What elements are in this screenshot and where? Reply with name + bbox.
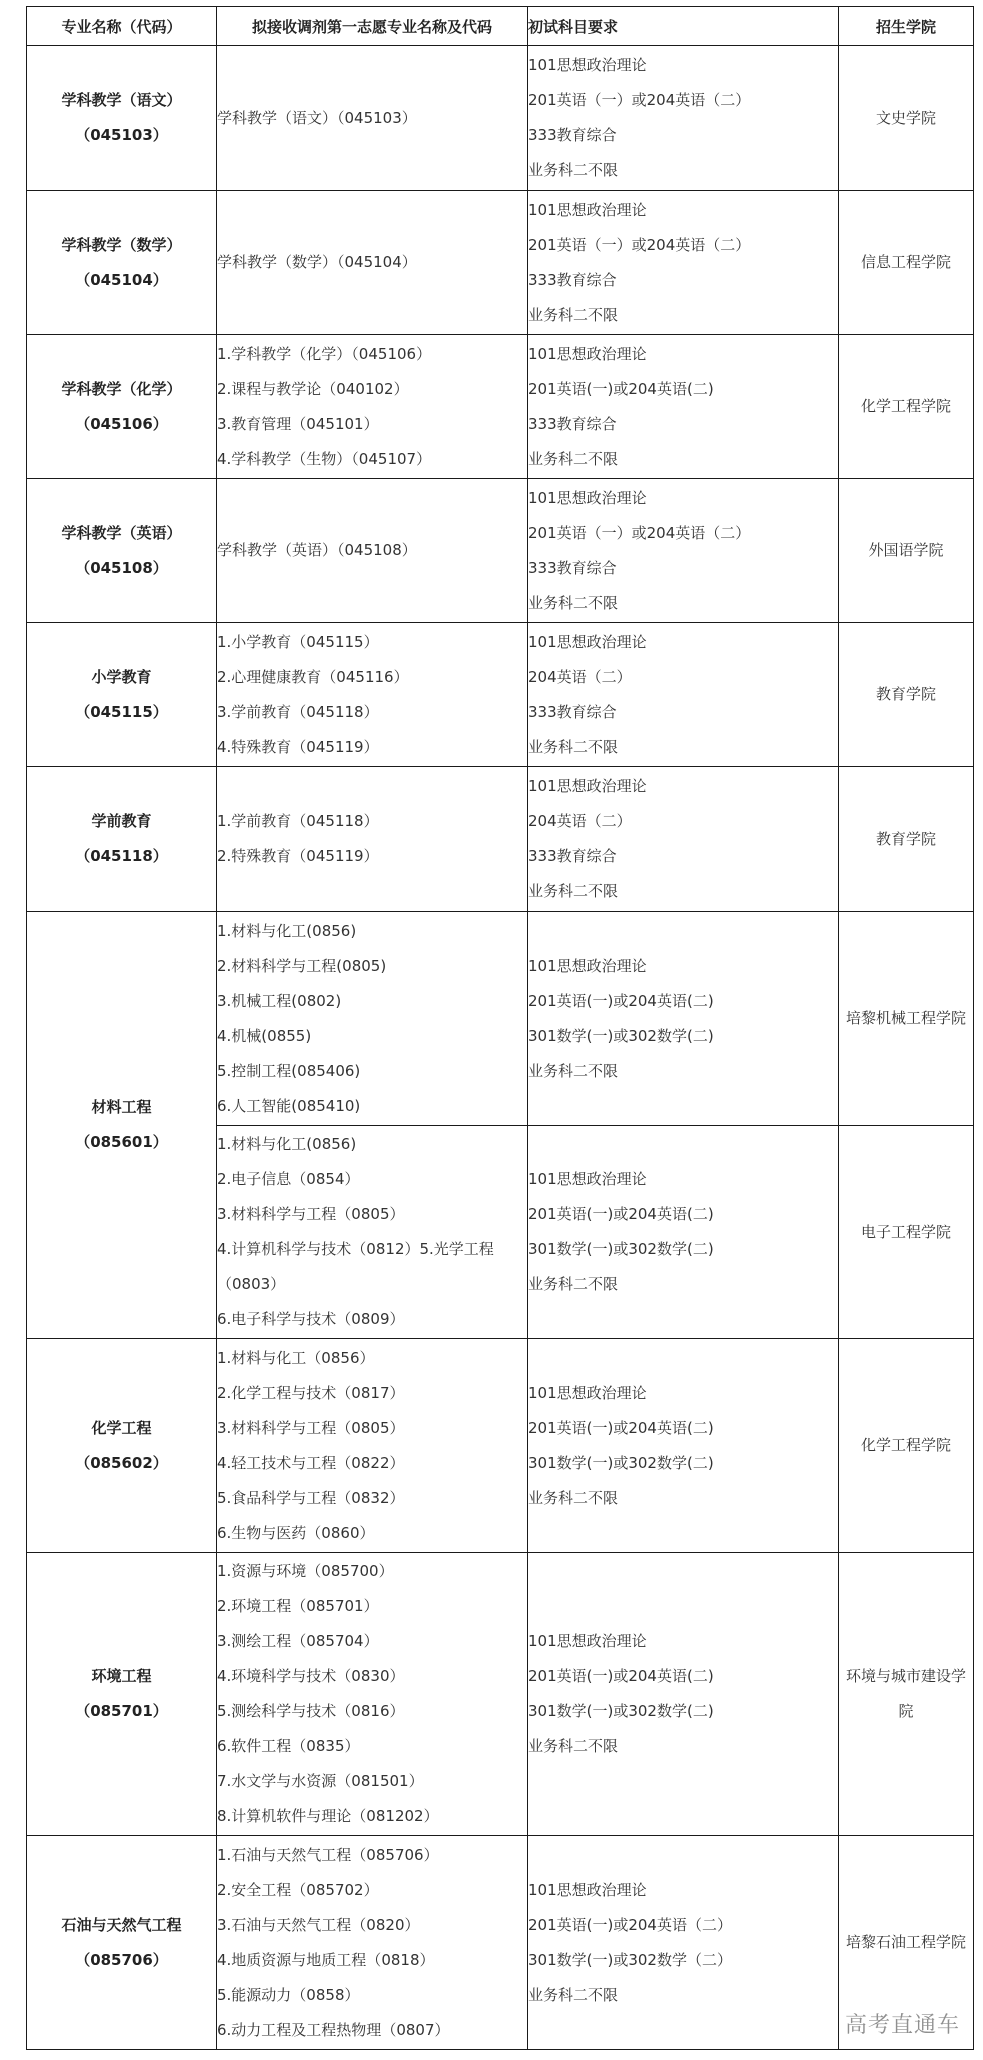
watermark-text: 高考直通车 [845,2013,961,2038]
accepted-major: 4.机械(0855) [217,1026,312,1045]
college-cell: 教育学院 [839,623,974,767]
major-name: 小学教育 [91,667,152,686]
exam-subject: 业务科二不限 [528,1488,619,1507]
exam-subjects-cell [528,479,839,623]
table-row [27,1339,974,1553]
exam-subject: 301数学(一)或302数学(二) [528,1453,714,1472]
exam-subject: 201英语(一)或204英语(二) [528,1418,714,1437]
major-cell [27,767,217,912]
accepted-major: 4.地质资源与地质工程（0818） [217,1950,435,1969]
major-code: （045103） [75,126,168,144]
major-code: （085706） [75,1950,168,1969]
major-cell [27,479,217,623]
major-code: （085701） [75,1702,168,1720]
exam-subject: 301数学(一)或302数学(二) [528,1026,714,1045]
accepted-major: 4.计算机科学与技术（0812）5.光学工程（0803） [217,1240,494,1293]
header-college: 招生学院 [839,7,974,46]
major-code: （045104） [75,270,168,289]
exam-subjects-cell [528,1126,839,1339]
major-code: （045115） [75,702,168,721]
accepted-major: 4.特殊教育（045119） [217,737,379,756]
major-cell [27,1836,217,2050]
accepted-major: 3.机械工程(0802) [217,991,342,1010]
table-row [27,335,974,479]
exam-subject: 101思想政治理论 [528,777,647,795]
accepted-major: 3.学前教育（045118） [217,702,379,721]
major-name: 学科教学（英语） [61,523,182,542]
accepted-major: 3.石油与天然气工程（0820） [217,1915,420,1934]
exam-subjects-cell [528,1339,839,1553]
table-row [27,1553,974,1836]
accepted-major: 1.材料与化工（0856） [217,1348,375,1367]
major-name: 石油与天然气工程 [61,1915,182,1934]
exam-subject: 201英语（一）或204英语（二） [528,235,751,254]
major-code: （045106） [75,414,168,433]
exam-subjects-cell [528,1836,839,2050]
header-accepted-majors: 拟接收调剂第一志愿专业名称及代码 [217,7,528,46]
exam-subject: 101思想政治理论 [528,1880,647,1899]
table-row [27,191,974,335]
accepted-major: 6.电子科学与技术（0809） [217,1310,405,1328]
accepted-major: 2.安全工程（085702） [217,1880,379,1899]
exam-subject: 101思想政治理论 [528,956,647,975]
exam-subject: 201英语(一)或204英语(二) [528,1205,714,1223]
exam-subject: 101思想政治理论 [528,1632,647,1650]
exam-subject: 业务科二不限 [528,1985,619,2004]
header-row [27,7,974,46]
exam-subject: 333教育综合 [528,847,617,865]
admission-adjustment-table [26,6,974,2050]
exam-subjects-cell [528,191,839,335]
accepted-major: 1.石油与天然气工程（085706） [217,1845,439,1864]
header-major: 专业名称（代码） [27,7,217,46]
accepted-major: 2.材料科学与工程(0805) [217,956,387,975]
college-cell: 培黎石油工程学院 [839,1836,974,2050]
exam-subject: 204英语（二） [528,667,632,686]
exam-subject: 333教育综合 [528,270,617,289]
exam-subject: 101思想政治理论 [528,200,647,219]
accepted-majors-cell [217,767,528,912]
accepted-majors-cell [217,191,528,335]
accepted-majors-cell [217,1836,528,2050]
major-name: 材料工程 [91,1098,152,1116]
accepted-major: 学科教学（数学）（045104） [217,253,417,271]
table-body [27,46,974,2050]
exam-subject: 201英语(一)或204英语(二) [528,379,714,398]
accepted-major: 1.资源与环境（085700） [217,1562,394,1580]
exam-subject: 业务科二不限 [528,305,619,324]
exam-subject: 业务科二不限 [528,161,619,179]
major-cell [27,46,217,191]
college-cell: 教育学院 [839,767,974,912]
accepted-majors-cell [217,335,528,479]
college-cell: 环境与城市建设学院 [839,1553,974,1836]
college-cell: 电子工程学院 [839,1126,974,1339]
exam-subject: 业务科二不限 [528,593,619,612]
accepted-major: 3.教育管理（045101） [217,414,379,433]
exam-subject: 101思想政治理论 [528,488,647,507]
college-cell: 信息工程学院 [839,191,974,335]
major-code: （085602） [75,1453,168,1472]
accepted-major: 1.小学教育（045115） [217,632,379,651]
major-name: 学科教学（语文） [61,91,182,109]
accepted-major: 1.学前教育（045118） [217,812,379,830]
table-row [27,767,974,912]
accepted-major: 2.课程与教学论（040102） [217,379,409,398]
exam-subject: 101思想政治理论 [528,1170,647,1188]
exam-subject: 业务科二不限 [528,737,619,756]
accepted-major: 7.水文学与水资源（081501） [217,1772,424,1790]
accepted-majors-cell [217,623,528,767]
table-row [27,623,974,767]
accepted-major: 6.生物与医药（0860） [217,1523,375,1542]
major-code: （085601） [75,1133,168,1151]
accepted-major: 4.环境科学与技术（0830） [217,1667,405,1685]
exam-subjects-cell [528,623,839,767]
exam-subject: 201英语（一）或204英语（二） [528,91,751,109]
exam-subjects-cell [528,46,839,191]
exam-subject: 333教育综合 [528,702,617,721]
major-name: 学科教学（数学） [61,235,182,254]
exam-subject: 业务科二不限 [528,1737,619,1755]
exam-subject: 业务科二不限 [528,1061,619,1080]
accepted-major: 4.学科教学（生物）（045107） [217,449,432,468]
exam-subjects-cell [528,912,839,1126]
major-cell [27,335,217,479]
exam-subject: 101思想政治理论 [528,1383,647,1402]
exam-subject: 201英语(一)或204英语(二) [528,991,714,1010]
exam-subject: 333教育综合 [528,414,617,433]
accepted-major: 学科教学（英语）（045108） [217,541,417,559]
exam-subject: 101思想政治理论 [528,56,647,74]
exam-subject: 301数学(一)或302数学（二） [528,1950,732,1969]
table-row [27,46,974,191]
accepted-majors-cell [217,912,528,1126]
accepted-major: 1.材料与化工(0856) [217,1135,357,1153]
exam-subject: 204英语（二） [528,812,632,830]
exam-subject: 301数学(一)或302数学(二) [528,1240,714,1258]
exam-subject: 101思想政治理论 [528,344,647,363]
accepted-majors-cell [217,1126,528,1339]
exam-subject: 业务科二不限 [528,882,619,900]
accepted-major: 1.材料与化工(0856) [217,921,357,940]
accepted-major: 2.电子信息（0854） [217,1170,360,1188]
exam-subjects-cell [528,1553,839,1836]
accepted-major: 4.轻工技术与工程（0822） [217,1453,405,1472]
major-name: 环境工程 [91,1667,152,1685]
accepted-major: 6.人工智能(085410) [217,1096,361,1115]
college-cell: 化学工程学院 [839,1339,974,1553]
major-cell [27,912,217,1339]
college-cell: 培黎机械工程学院 [839,912,974,1126]
table-row [27,912,974,1126]
exam-subject: 301数学(一)或302数学(二) [528,1702,714,1720]
accepted-majors-cell [217,1553,528,1836]
college-cell: 化学工程学院 [839,335,974,479]
major-cell [27,1339,217,1553]
exam-subjects-cell [528,335,839,479]
exam-subject: 201英语（一）或204英语（二） [528,523,751,542]
accepted-majors-cell [217,46,528,191]
exam-subjects-cell [528,767,839,912]
major-cell [27,1553,217,1836]
header-exam-subjects: 初试科目要求 [528,7,839,46]
accepted-major: 1.学科教学（化学）（045106） [217,344,432,363]
college-cell: 文史学院 [839,46,974,191]
exam-subject: 201英语(一)或204英语(二) [528,1667,714,1685]
accepted-major: 2.化学工程与技术（0817） [217,1383,405,1402]
major-cell [27,623,217,767]
major-code: （045118） [75,847,168,865]
accepted-major: 5.食品科学与工程（0832） [217,1488,405,1507]
accepted-majors-cell [217,479,528,623]
accepted-major: 3.材料科学与工程（0805） [217,1418,405,1437]
major-code: （045108） [75,558,168,577]
exam-subject: 201英语(一)或204英语（二） [528,1915,732,1934]
accepted-major: 5.测绘科学与技术（0816） [217,1702,405,1720]
accepted-major: 8.计算机软件与理论（081202） [217,1807,439,1825]
accepted-major: 5.控制工程(085406) [217,1061,361,1080]
exam-subject: 333教育综合 [528,126,617,144]
accepted-majors-cell [217,1339,528,1553]
accepted-major: 学科教学（语文）（045103） [217,108,417,127]
table-row [27,1836,974,2050]
major-name: 学科教学（化学） [61,379,182,398]
accepted-major: 2.特殊教育（045119） [217,847,379,865]
accepted-major: 2.环境工程（085701） [217,1597,379,1615]
major-cell [27,191,217,335]
table-row [27,479,974,623]
major-name: 学前教育 [91,812,152,830]
major-name: 化学工程 [91,1418,152,1437]
accepted-major: 3.材料科学与工程（0805） [217,1205,405,1223]
accepted-major: 6.软件工程（0835） [217,1737,360,1755]
accepted-major: 6.动力工程及工程热物理（0807） [217,2020,450,2039]
accepted-major: 2.心理健康教育（045116） [217,667,409,686]
exam-subject: 业务科二不限 [528,449,619,468]
college-cell: 外国语学院 [839,479,974,623]
exam-subject: 业务科二不限 [528,1275,619,1293]
exam-subject: 333教育综合 [528,558,617,577]
accepted-major: 3.测绘工程（085704） [217,1632,379,1650]
accepted-major: 5.能源动力（0858） [217,1985,360,2004]
exam-subject: 101思想政治理论 [528,632,647,651]
